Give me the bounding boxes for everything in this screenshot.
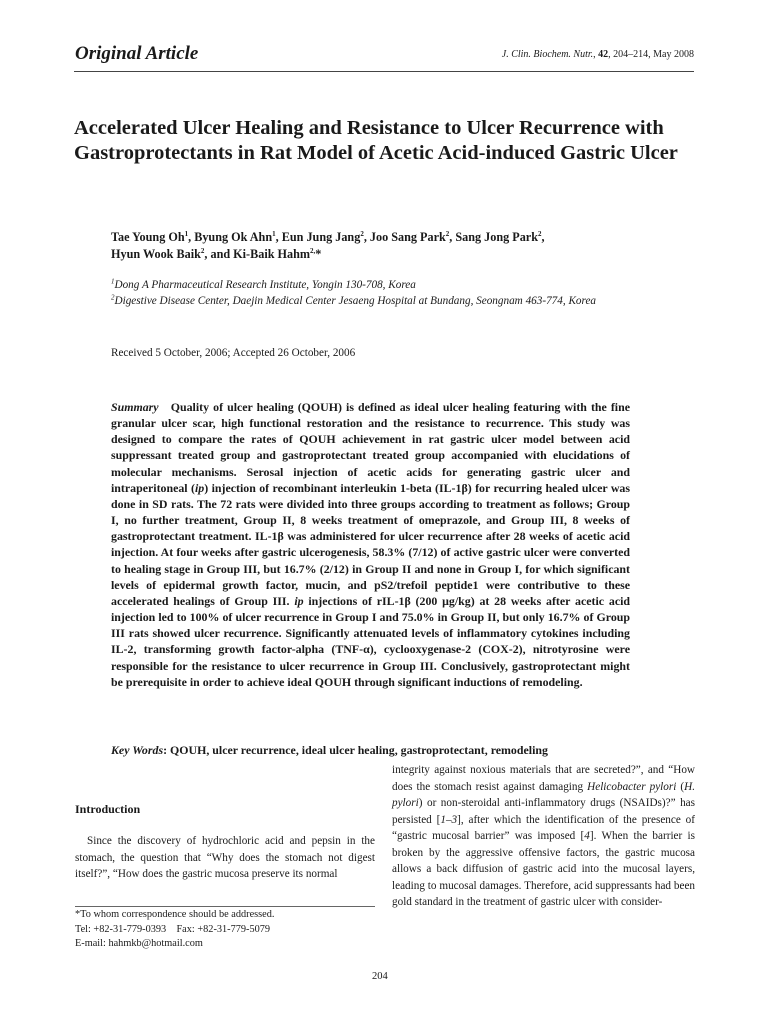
affiliation-1: $^1$Dong A Pharmaceutical Research Institute, Yongin 130-708, Korea [111,277,416,291]
contact-phone-fax: Tel: +82-31-779-0393 Fax: +82-31-779-5079 [75,923,271,935]
page-number: 204 [372,971,388,982]
journal-pages-date: , 204–214, May 2008 [608,49,694,60]
correspondence-note: *To whom correspondence should be addressed. [75,909,275,920]
article-title: Accelerated Ulcer Healing and Resistance to Ulcer Recurrence with Gastroprotectants in Rat Model of Acetic Acid-induced Gastric Ulcer [74,117,678,164]
author: Eun Jung Jang$^2$, [281,229,370,244]
footnote [75,908,375,952]
abstract: Summary Quality of ulcer healing (QOUH) is defined as ideal ulcer healing featuring with the fine granular ulcer scar, high functional restoration and the resistance to recurrence. This study was designed to compare the rates of QOUH achievement in rat gastric ulcer model between acid suppressant treated group and gastroprotectant treated group accompanied with elucidations of molecular mechanisms. Serosal injection of acetic acids for generating gastric ulcer and intraperitoneal (ip) injection of recombinant interleukin 1-beta (IL-1β) for recurring healed ulcer was done in SD rats. The 72 rats were divided into three groups according to treatment as follows; Group I, no further treatment, Group II, 8 weeks treatment of omeprazole, and Group III, 8 weeks of gastroprotectant treatment. IL-1β was administered for ulcer recurrence after 28 weeks of acetic acid injection. At four weeks after gastric ulcerogenesis, 58.3% (7/12) of active gastric ulcer were converted to healing stage in Group III, but 16.7% (2/12) in Group II and none in Group I, for which significant levels of epidermal growth factor, mucin, and pS2/trefoil peptide1 were contributive to these accelerated healings of Group III. ip injections of rIL-1β (200 μg/kg) at 28 weeks after acetic acid injection led to 100% of ulcer recurrence in Group I and 75.0% in Group II, but only 16.7% of Group III rats showed ulcer recurrence. Significantly attenuated levels of inflammatory cytokines including IL-2, transforming growth factor-alpha (TNF-α), cyclooxygenase-2 (COX-2), nitrotyrosine were responsible for the resistance to ulcer recurrence in Group III. Conclusively, gastroprotectant might be prerequisite in order to achieve ideal QOUH through significant inductions of remodeling. [111,400,631,689]
author-list [111,229,671,263]
article-type: Original Article [75,43,199,64]
contact-email: E-mail: hahmkb@hotmail.com [75,938,203,949]
keywords-label: Key Words [111,743,164,757]
affiliation-2: $^2$Digestive Disease Center, Daejin Medical Center Jesaeng Hospital at Bundang, Seongnam 463-774, Korea [111,292,596,307]
author: Ki-Baik Hahm$^{2,}$* [233,246,322,261]
author: Tae Young Oh$^1$, [111,229,195,244]
author: Byung Ok Ahn$^1$, [194,229,282,244]
journal-citation: J. Clin. Biochem. Nutr., 42, 204–214, May 2008 [501,49,694,60]
author: Sang Jong Park$^2$, [455,229,545,244]
header-rule [74,71,694,72]
affiliations [111,278,691,309]
intro-paragraph-left: Since the discovery of hydrochloric acid and pepsin in the stomach, the question that “Why does the stomach not digest itself?”, “How does the gastric mucosa preserve its normal [75,835,375,880]
author: Hyun Wook Baik$^2$, and [111,246,234,261]
journal-name: J. Clin. Biochem. Nutr. [501,49,594,60]
keywords: Key Words: QOUH, ulcer recurrence, ideal ulcer healing, gastroprotectant, remodeling [111,743,548,757]
section-heading-introduction: Introduction [75,802,141,816]
author: Joo Sang Park$^2$, [369,229,456,244]
footnote-rule [75,906,375,907]
received-dates: Received 5 October, 2006; Accepted 26 October, 2006 [111,347,356,359]
journal-volume: 42 [598,49,609,60]
abstract-label: Summary [111,400,159,414]
intro-paragraph-right: integrity against noxious materials that are secreted?”, and “How does the stomach resist against damaging Helicobacter pylori (H. pylori) or non-steroidal anti-inflammatory drugs (NSAIDs)?” has persisted [1–3], after which the identification of the presence of “gastric mucosal barrier” was imposed [4]. When the barrier is broken by the aggressive offensive factors, the gastric mucosa allows a back diffusion of gastric acid into the mucosal layers, leading to mucosal damages. Therefore, acid suppressants had been gold standard in the treatment of gastric ulcer with consider- [392,764,695,909]
